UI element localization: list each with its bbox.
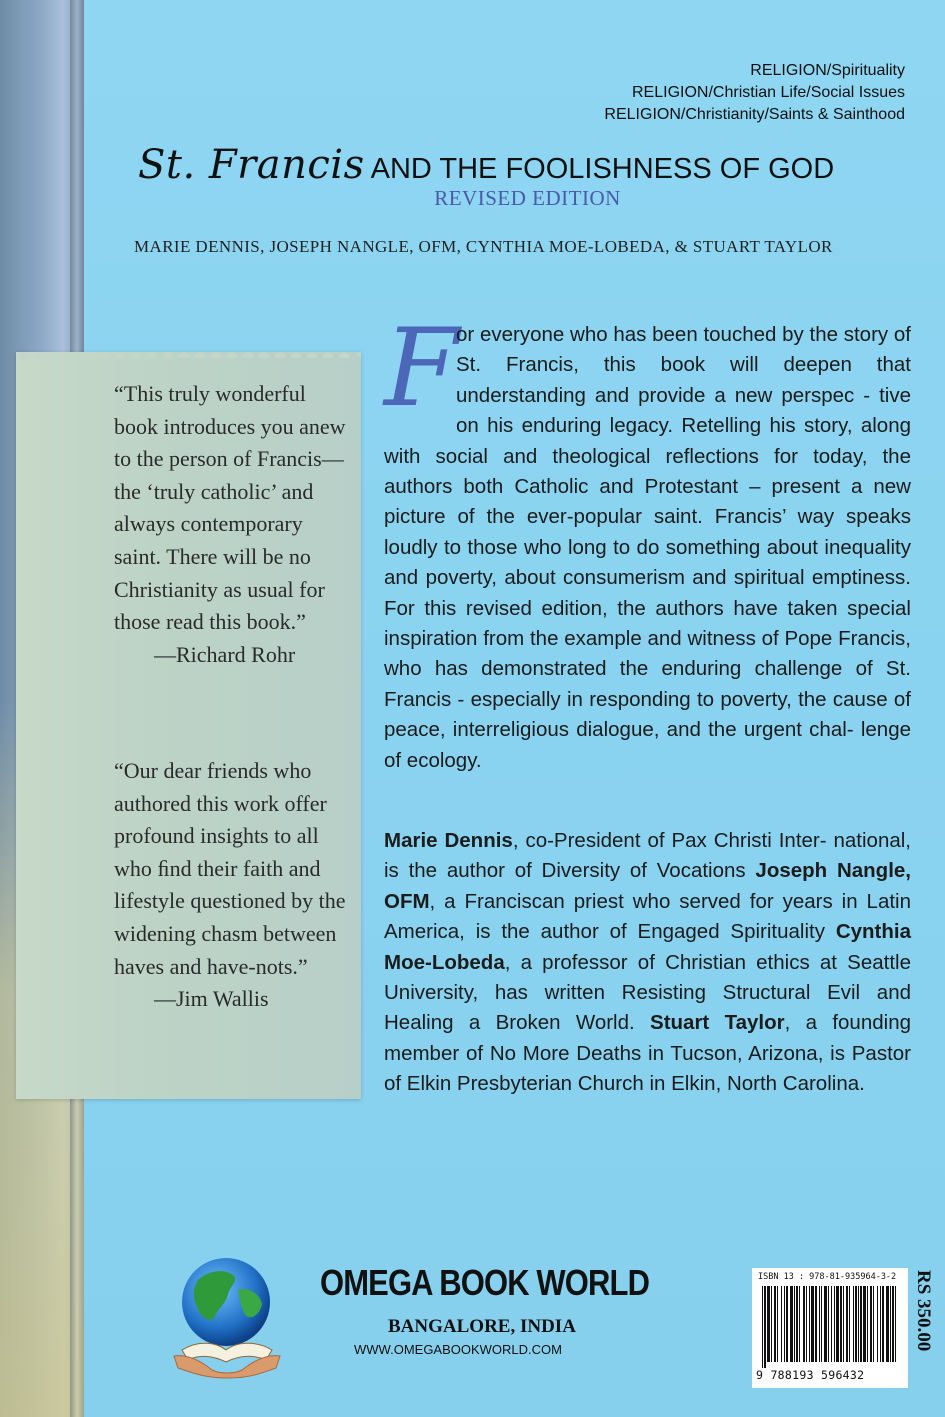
bio-text: , a founding member of No More Deaths in Tucson, Arizona, is Pastor of Elkin Presbyterian Church in Elkin, North Carolina. (384, 1011, 911, 1096)
bio-name: Marie Dennis (384, 829, 513, 852)
barcode-bar (855, 1286, 857, 1362)
category-line: RELIGION/Spirituality (750, 62, 905, 79)
barcode-bar (784, 1286, 785, 1362)
barcode-bar (890, 1286, 891, 1362)
description-text: or everyone who has been touched by the story of St. Francis, this book will deepen that understanding and provide a new perspec - tive on his enduring legacy. Retelling his story, along with social and theological reflections for today, the authors both Catholic and Protestant – present a new picture of the ever-popular saint. Francis’ way speaks loudly to those who long to do something about inequality and poverty, about consumerism and spiritual emptiness. For this revised edition, the authors have taken special inspiration from the example and witness of Pope Francis, who has demonstrated the enduring challenge of St. Francis - especially in responding to poverty, the cause of peace, interreligious dialogue, and the urgent chal- lenge of ecology. (384, 323, 911, 772)
title-rest: AND THE FOOLISHNESS OF GOD (370, 153, 835, 185)
barcode-bar (811, 1286, 814, 1362)
barcode-bar (886, 1286, 889, 1362)
barcode-number: 9 788193 596432 (756, 1368, 865, 1382)
barcode-bar (843, 1286, 844, 1362)
barcode-bar (870, 1286, 872, 1362)
barcode-bar (849, 1286, 850, 1362)
isbn-label: ISBN 13 : 978-81-935964-3-2 (758, 1272, 897, 1282)
barcode-bar (867, 1286, 868, 1362)
price-label (912, 1270, 936, 1390)
isbn-barcode (752, 1268, 908, 1388)
barcode-bar (815, 1286, 817, 1362)
book-description (384, 306, 911, 776)
quote-text: “Our dear friends who authored this work offer profound insights to all who ﬁnd their faith and lifestyle questioned by the widening chasm between haves and have-nots.” (114, 758, 346, 979)
barcode-bar (831, 1286, 832, 1362)
barcode-bar (834, 1286, 835, 1362)
barcode-bar (803, 1286, 805, 1362)
barcode-bar (777, 1286, 778, 1362)
barcode-bar (846, 1286, 848, 1362)
barcode-bar (892, 1286, 894, 1362)
barcode-bar (873, 1286, 874, 1362)
barcode-bar (790, 1286, 793, 1362)
drop-cap: F (384, 306, 459, 431)
bio-name: Joseph Nangle, OFM (384, 859, 911, 913)
globe-book-hands-icon (168, 1250, 288, 1380)
category-line: RELIGION/Christianity/Saints & Sainthood (604, 106, 905, 123)
barcode-bar (781, 1286, 782, 1362)
quote-text: “This truly wonderful book introduces you anew to the person of Francis—the ‘truly catholic’ and always contemporary saint. There will be no Christianity as usual for those read this book.” (114, 381, 346, 635)
bio-text: , co-President of Pax Christi Inter- national, is the author of Diversity of Vocations (384, 829, 911, 883)
quote-author: —Richard Rohr (154, 641, 296, 667)
barcode-bar (796, 1286, 798, 1362)
endorsement-quote (114, 378, 350, 671)
barcode-bar (877, 1286, 878, 1362)
publisher-city: BANGALORE, INDIA (388, 1316, 576, 1337)
barcode-bar (771, 1286, 772, 1362)
barcode-bar (764, 1286, 766, 1368)
barcode-bar (809, 1286, 810, 1362)
barcode-bar (880, 1286, 881, 1362)
endorsement-quote (114, 755, 350, 1016)
edition-label: REVISED EDITION (434, 186, 621, 210)
barcode-bar (821, 1286, 822, 1362)
barcode-bar (806, 1286, 807, 1362)
barcode-bar (853, 1286, 854, 1362)
price-text: RS 350.00 (913, 1270, 934, 1352)
book-title (138, 142, 834, 188)
barcode-bar (840, 1286, 842, 1362)
barcode-bar (858, 1286, 859, 1362)
bio-text: , a Franciscan priest who served for years in Latin America, is the author of Engaged Spirituality (384, 889, 911, 944)
barcode-bar (786, 1286, 788, 1362)
barcode-bar (799, 1286, 800, 1362)
barcode-bar (882, 1286, 884, 1362)
barcode-bar (824, 1286, 827, 1362)
subject-categories (604, 60, 905, 126)
barcode-bar (774, 1286, 776, 1362)
publisher-name: OMEGA BOOK WORLD (320, 1262, 650, 1303)
barcode-bar (828, 1286, 829, 1362)
bio-name: Cynthia Moe-Lobeda (384, 920, 911, 974)
author-bios (384, 826, 911, 1100)
category-line: RELIGION/Christian Life/Social Issues (632, 84, 905, 101)
barcode-bar (794, 1286, 795, 1362)
barcode-bar (836, 1286, 839, 1362)
barcode-bar (762, 1286, 763, 1368)
title-main: St. Francis (138, 142, 365, 188)
bio-text: , a professor of Christian ethics at Seattle University, has written Resisting Structural Evil and Healing a Broken World. (384, 950, 911, 1035)
barcode-bar (895, 1286, 896, 1362)
barcode-bar (860, 1286, 862, 1362)
barcode-bar (819, 1286, 820, 1362)
barcode-bar (767, 1286, 770, 1362)
quote-author: —Jim Wallis (154, 986, 269, 1012)
publisher-website[interactable]: WWW.OMEGABOOKWORLD.COM (354, 1342, 562, 1357)
barcode-bars (756, 1286, 904, 1368)
barcode-bar (863, 1286, 866, 1362)
authors-line: MARIE DENNIS, JOSEPH NANGLE, OFM, CYNTHIA MOE-LOBEDA, & STUART TAYLOR (134, 237, 833, 256)
bio-name: Stuart Taylor (650, 1011, 785, 1035)
